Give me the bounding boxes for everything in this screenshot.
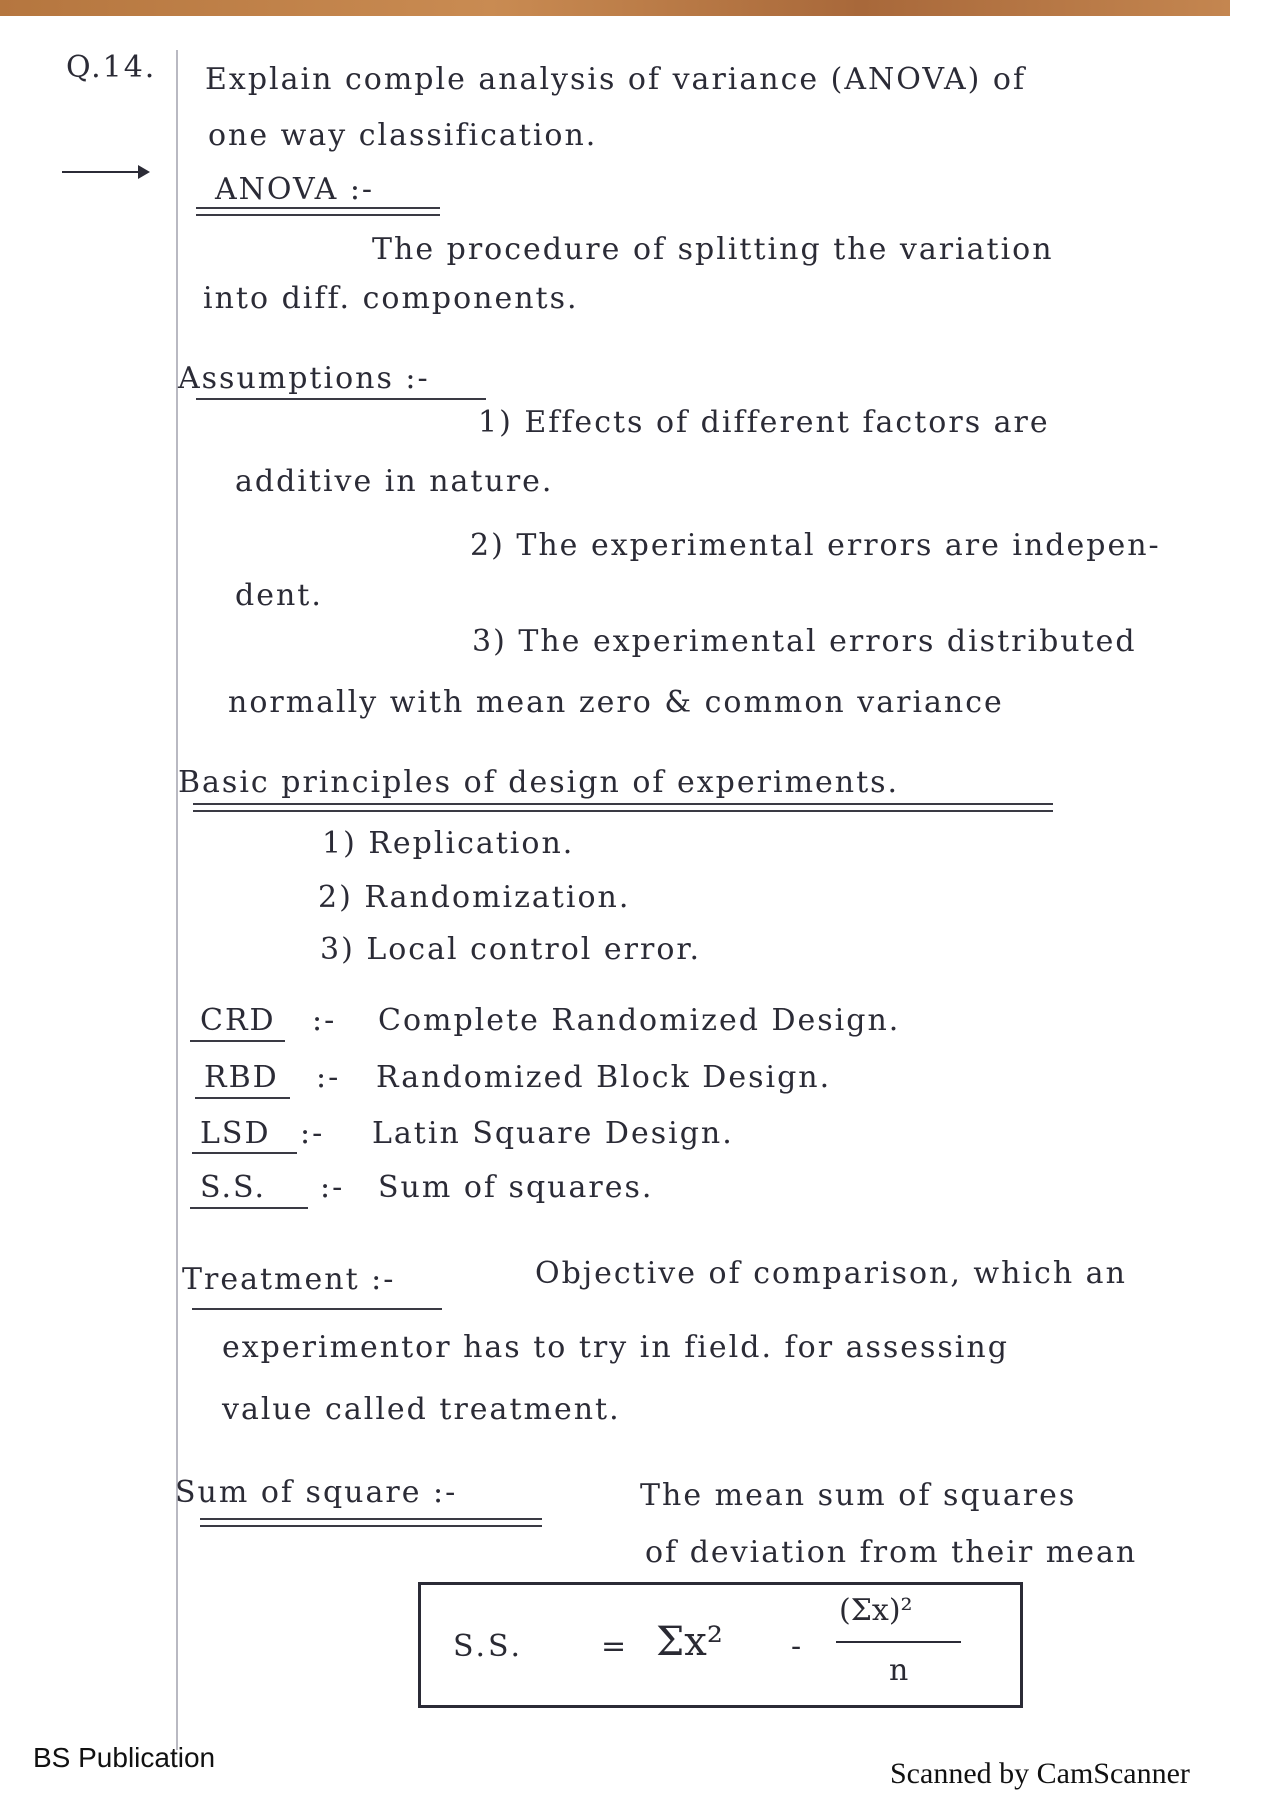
principle-3: 3) Local control error. bbox=[320, 932, 701, 967]
principle-2: 2) Randomization. bbox=[318, 880, 631, 915]
abbr-rbd: RBD bbox=[204, 1060, 279, 1095]
abbr-ss-sep: :- bbox=[320, 1170, 345, 1205]
anova-definition-line-2: into diff. components. bbox=[203, 281, 579, 316]
abbr-crd-full: Complete Randomized Design. bbox=[378, 1003, 901, 1038]
abbr-lsd-full: Latin Square Design. bbox=[372, 1116, 734, 1151]
treatment-line-2: experimentor has to try in field. for assessing bbox=[222, 1330, 1009, 1365]
question-line-1: Explain comple analysis of variance (ANOVA) of bbox=[205, 62, 1027, 97]
assumption-3-line-1: 3) The experimental errors distributed bbox=[472, 624, 1137, 659]
abbr-crd-underline bbox=[190, 1040, 285, 1042]
abbr-crd-sep: :- bbox=[312, 1003, 337, 1038]
question-number: Q.14. bbox=[66, 50, 157, 85]
sum-of-square-heading: Sum of square :- bbox=[175, 1475, 458, 1510]
abbr-ss-underline bbox=[190, 1207, 308, 1209]
assumption-2-line-1: 2) The experimental errors are indepen- bbox=[470, 528, 1161, 563]
formula-lhs: S.S. bbox=[453, 1629, 524, 1664]
anova-underline-1 bbox=[196, 207, 440, 209]
abbr-rbd-sep: :- bbox=[316, 1060, 341, 1095]
abbr-ss-full: Sum of squares. bbox=[378, 1170, 654, 1205]
formula-numerator: (Σx)² bbox=[839, 1593, 913, 1628]
principles-underline-2 bbox=[193, 810, 1053, 812]
abbr-crd: CRD bbox=[200, 1003, 276, 1038]
formula-minus: - bbox=[791, 1629, 802, 1664]
assumption-1-line-1: 1) Effects of different factors are bbox=[478, 405, 1050, 440]
principle-1: 1) Replication. bbox=[322, 826, 575, 861]
sum-of-square-line-2: of deviation from their mean bbox=[645, 1535, 1138, 1570]
anova-heading: ANOVA :- bbox=[215, 172, 375, 207]
assumption-3-line-2: normally with mean zero & common variance bbox=[228, 685, 1004, 720]
scan-top-edge bbox=[0, 0, 1230, 16]
sum-of-square-line-1: The mean sum of squares bbox=[640, 1478, 1077, 1513]
publisher-label: BS Publication bbox=[33, 1742, 216, 1773]
principles-heading: Basic principles of design of experiments. bbox=[178, 765, 900, 800]
anova-definition-line-1: The procedure of splitting the variation bbox=[372, 232, 1054, 267]
assumption-2-line-2: dent. bbox=[235, 578, 323, 613]
formula-equals: = bbox=[601, 1629, 627, 1664]
anova-underline-2 bbox=[196, 214, 440, 216]
assumption-1-line-2: additive in nature. bbox=[235, 464, 554, 499]
abbr-lsd-underline bbox=[192, 1152, 297, 1154]
question-line-2: one way classification. bbox=[208, 118, 598, 153]
formula-fraction-bar bbox=[836, 1641, 961, 1643]
sum-of-square-underline-1 bbox=[200, 1518, 542, 1520]
assumptions-heading: Assumptions :- bbox=[178, 361, 430, 396]
arrow-icon bbox=[62, 171, 148, 173]
formula-sum-term: Σx² bbox=[656, 1619, 723, 1665]
formula-box bbox=[418, 1582, 1023, 1708]
assumptions-underline bbox=[196, 398, 486, 400]
treatment-line-3: value called treatment. bbox=[222, 1392, 621, 1427]
sum-of-square-underline-2 bbox=[200, 1525, 542, 1527]
scanner-watermark: Scanned by CamScanner bbox=[890, 1757, 1190, 1790]
formula-denominator: n bbox=[889, 1653, 909, 1688]
treatment-heading: Treatment :- bbox=[182, 1262, 396, 1297]
abbr-ss: S.S. bbox=[200, 1170, 267, 1205]
abbr-rbd-full: Randomized Block Design. bbox=[376, 1060, 832, 1095]
abbr-lsd-sep: :- bbox=[300, 1116, 325, 1151]
principles-underline-1 bbox=[193, 803, 1053, 805]
abbr-lsd: LSD bbox=[200, 1116, 271, 1151]
abbr-rbd-underline bbox=[195, 1097, 290, 1099]
treatment-underline bbox=[192, 1308, 442, 1310]
treatment-line-1: Objective of comparison, which an bbox=[535, 1256, 1127, 1291]
